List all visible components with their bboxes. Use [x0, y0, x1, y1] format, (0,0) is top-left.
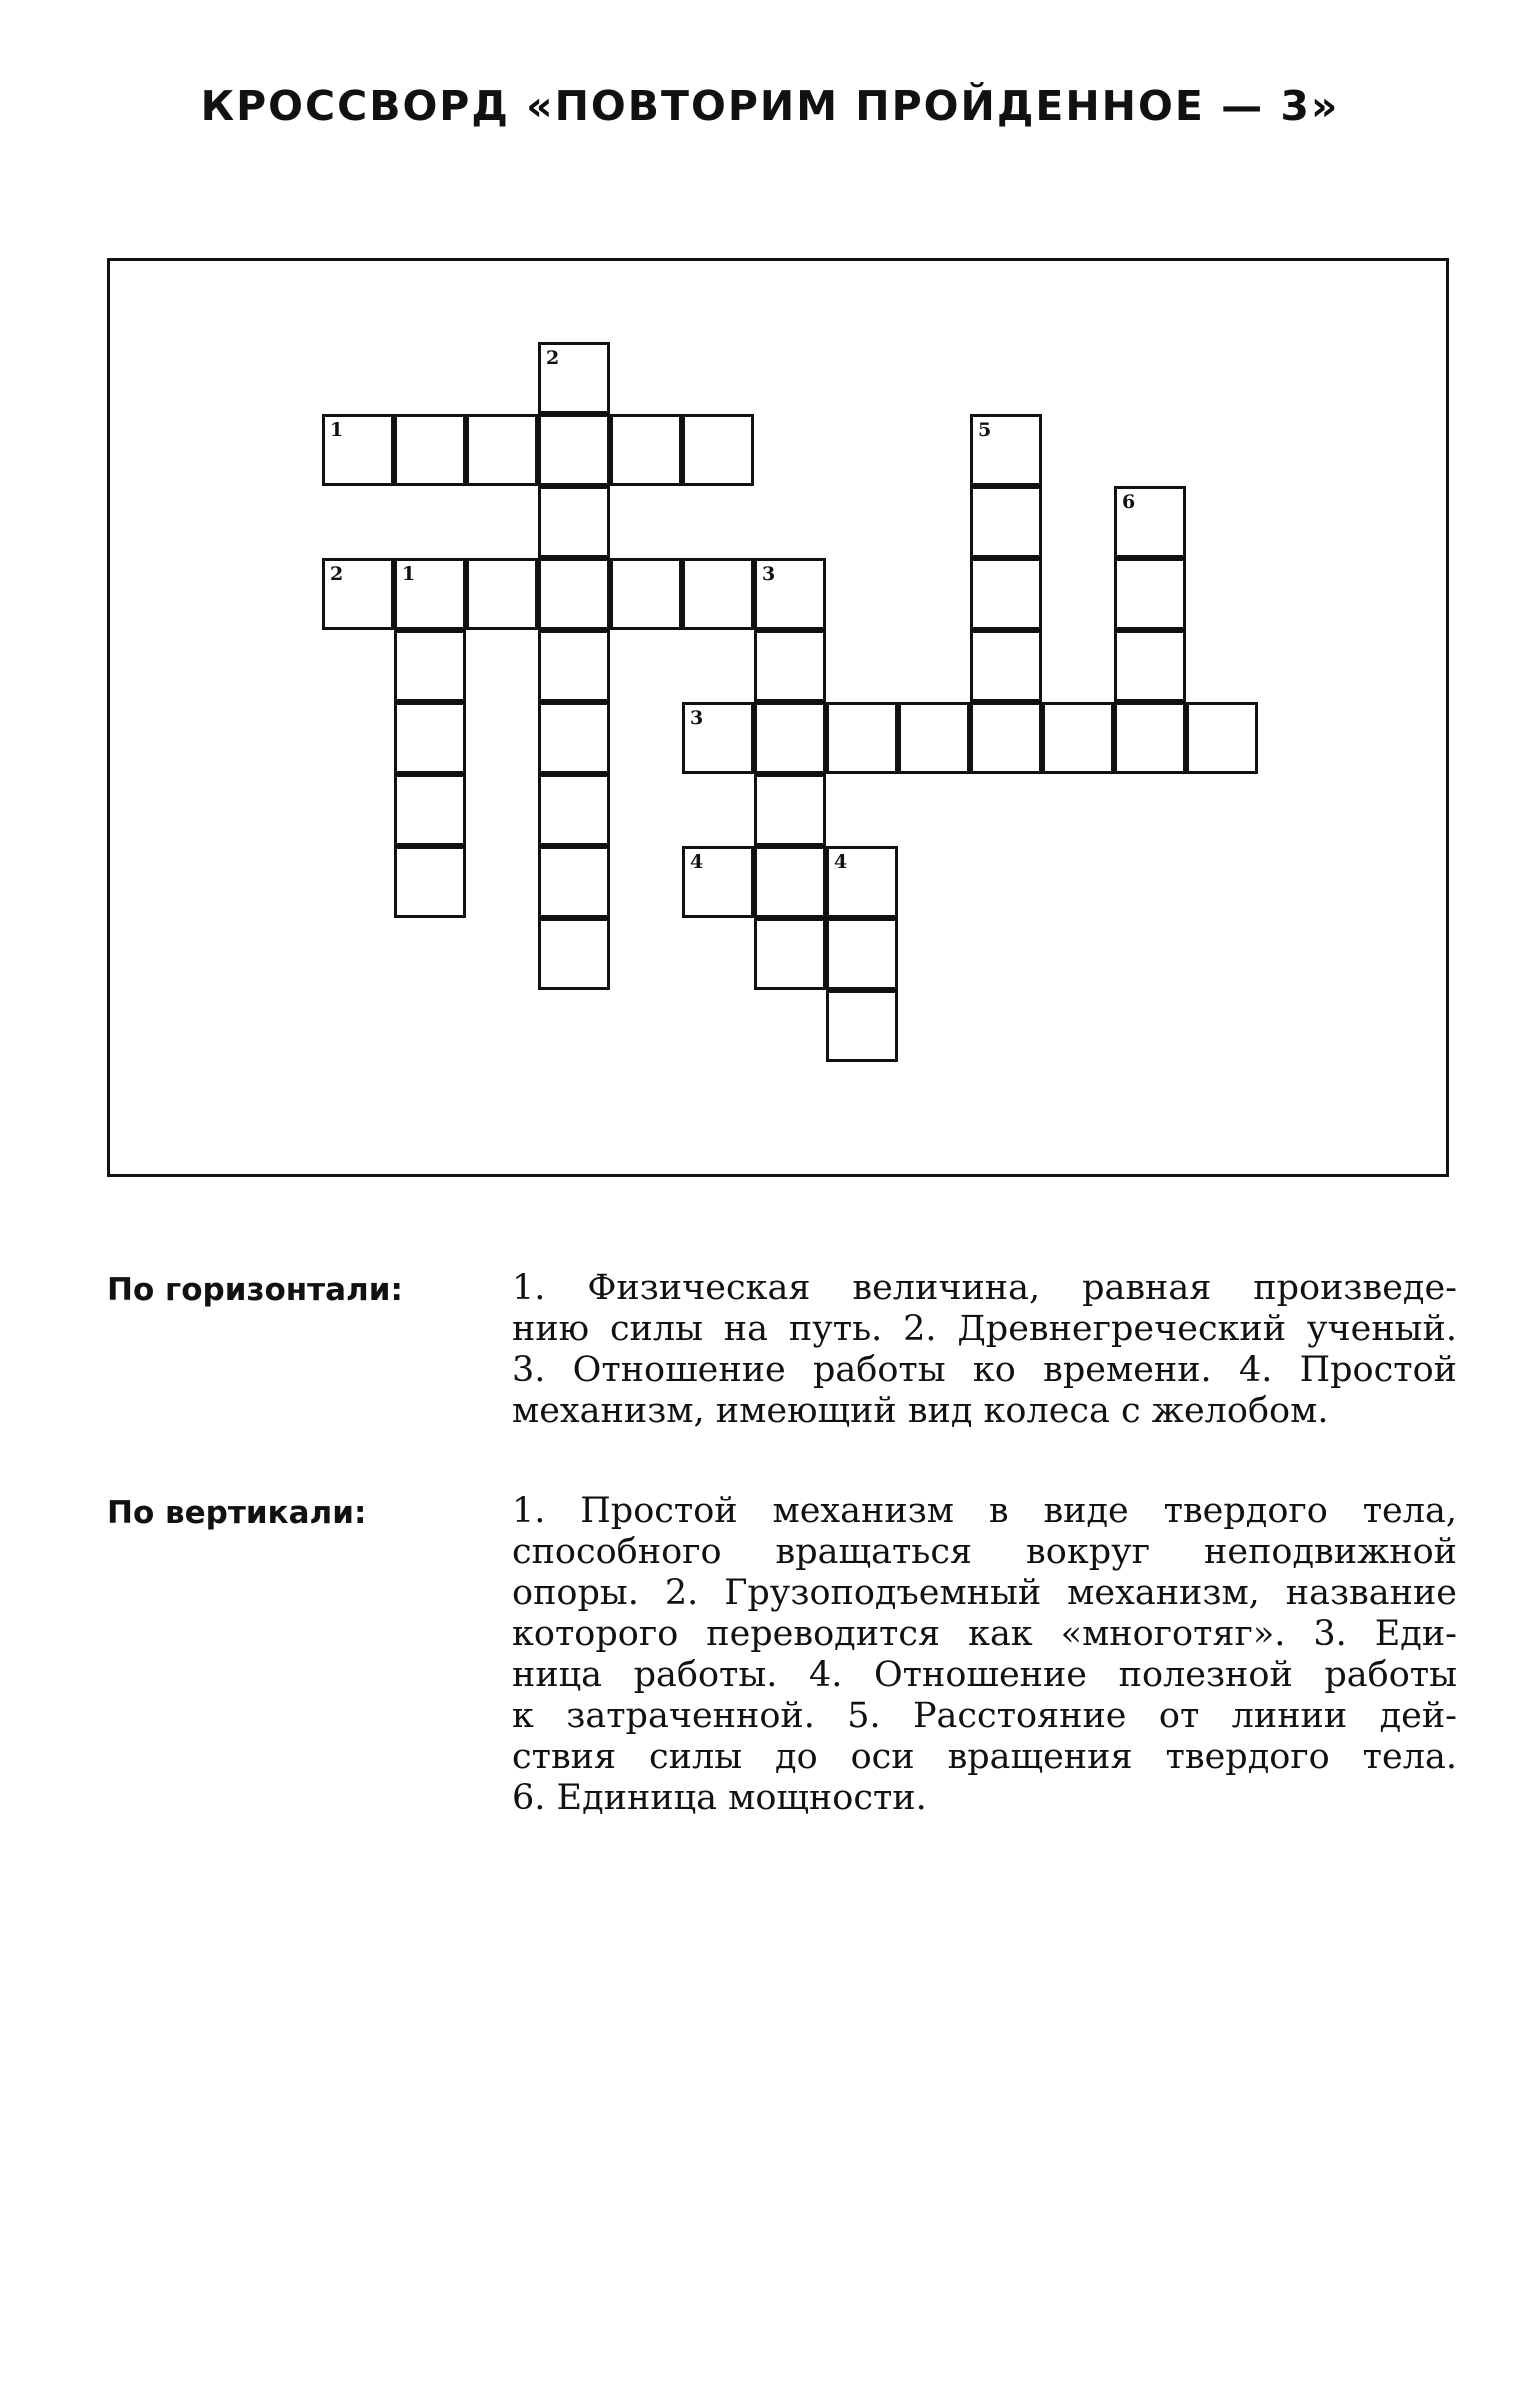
- crossword-cell[interactable]: [682, 846, 754, 918]
- crossword-cell[interactable]: [898, 702, 970, 774]
- crossword-cell[interactable]: [538, 918, 610, 990]
- crossword-cell[interactable]: [538, 702, 610, 774]
- crossword-cell[interactable]: [394, 774, 466, 846]
- clue-number: 6: [1122, 491, 1136, 513]
- down-line: 6. Единица мощности.: [512, 1778, 927, 1818]
- crossword-cell[interactable]: [610, 558, 682, 630]
- crossword-cell[interactable]: [466, 558, 538, 630]
- crossword-cell[interactable]: [970, 630, 1042, 702]
- crossword-cell[interactable]: [610, 414, 682, 486]
- crossword-cell[interactable]: [1114, 702, 1186, 774]
- crossword-cell[interactable]: [754, 558, 826, 630]
- across-line: нию силы на путь. 2. Древнегреческий ученый.: [512, 1309, 1457, 1349]
- crossword-cell[interactable]: [322, 558, 394, 630]
- crossword-cell[interactable]: [826, 918, 898, 990]
- crossword-cell[interactable]: [970, 486, 1042, 558]
- crossword-cell[interactable]: [538, 414, 610, 486]
- clue-number: 1: [330, 419, 344, 441]
- down-label: По вертикали:: [107, 1495, 367, 1531]
- clue-number: 5: [978, 419, 992, 441]
- crossword-cell[interactable]: [538, 630, 610, 702]
- clue-number: 1: [402, 563, 416, 585]
- crossword-cell[interactable]: [682, 558, 754, 630]
- down-line: которого переводится как «многотяг». 3. Еди-: [512, 1614, 1457, 1654]
- down-line: способного вращаться вокруг неподвижной: [512, 1532, 1457, 1572]
- crossword-cell[interactable]: [466, 414, 538, 486]
- clue-number: 2: [546, 347, 560, 369]
- across-line: механизм, имеющий вид колеса с желобом.: [512, 1391, 1329, 1431]
- crossword-cell[interactable]: [538, 846, 610, 918]
- crossword-cell[interactable]: [826, 846, 898, 918]
- clue-number: 3: [762, 563, 776, 585]
- crossword-cell[interactable]: [394, 630, 466, 702]
- down-line: опоры. 2. Грузоподъемный механизм, название: [512, 1573, 1457, 1613]
- down-line: ница работы. 4. Отношение полезной работы: [512, 1655, 1457, 1695]
- crossword-cell[interactable]: [826, 990, 898, 1062]
- crossword-cell[interactable]: [970, 414, 1042, 486]
- crossword-cell[interactable]: [538, 774, 610, 846]
- down-line: ствия силы до оси вращения твердого тела.: [512, 1737, 1457, 1777]
- crossword-cell[interactable]: [394, 414, 466, 486]
- crossword-cell[interactable]: [1186, 702, 1258, 774]
- down-line: 1. Простой механизм в виде твердого тела,: [512, 1491, 1457, 1531]
- clue-number: 3: [690, 707, 704, 729]
- clue-number: 2: [330, 563, 344, 585]
- crossword-cell[interactable]: [754, 918, 826, 990]
- crossword-cell[interactable]: [754, 702, 826, 774]
- page-title: КРОССВОРД «ПОВТОРИМ ПРОЙДЕННОЕ — 3»: [200, 82, 1340, 130]
- clue-number: 4: [690, 851, 704, 873]
- crossword-cell[interactable]: [682, 702, 754, 774]
- crossword-cell[interactable]: [538, 342, 610, 414]
- crossword-cell[interactable]: [754, 774, 826, 846]
- down-line: к затраченной. 5. Расстояние от линии дей-: [512, 1696, 1457, 1736]
- crossword-cell[interactable]: [1114, 558, 1186, 630]
- crossword-cell[interactable]: [394, 846, 466, 918]
- across-line: 3. Отношение работы ко времени. 4. Простой: [512, 1350, 1457, 1390]
- across-label: По горизонтали:: [107, 1272, 403, 1308]
- crossword-cell[interactable]: [394, 558, 466, 630]
- crossword-cell[interactable]: [682, 414, 754, 486]
- crossword-cell[interactable]: [1114, 486, 1186, 558]
- crossword-cell[interactable]: [970, 702, 1042, 774]
- crossword-cell[interactable]: [538, 486, 610, 558]
- clue-number: 4: [834, 851, 848, 873]
- crossword-cell[interactable]: [1114, 630, 1186, 702]
- crossword-cell[interactable]: [322, 414, 394, 486]
- crossword-cell[interactable]: [754, 630, 826, 702]
- crossword-cell[interactable]: [754, 846, 826, 918]
- crossword-cell[interactable]: [970, 558, 1042, 630]
- crossword-cell[interactable]: [538, 558, 610, 630]
- crossword-cell[interactable]: [826, 702, 898, 774]
- across-line: 1. Физическая величина, равная произведе-: [512, 1268, 1457, 1308]
- crossword-cell[interactable]: [1042, 702, 1114, 774]
- crossword-cell[interactable]: [394, 702, 466, 774]
